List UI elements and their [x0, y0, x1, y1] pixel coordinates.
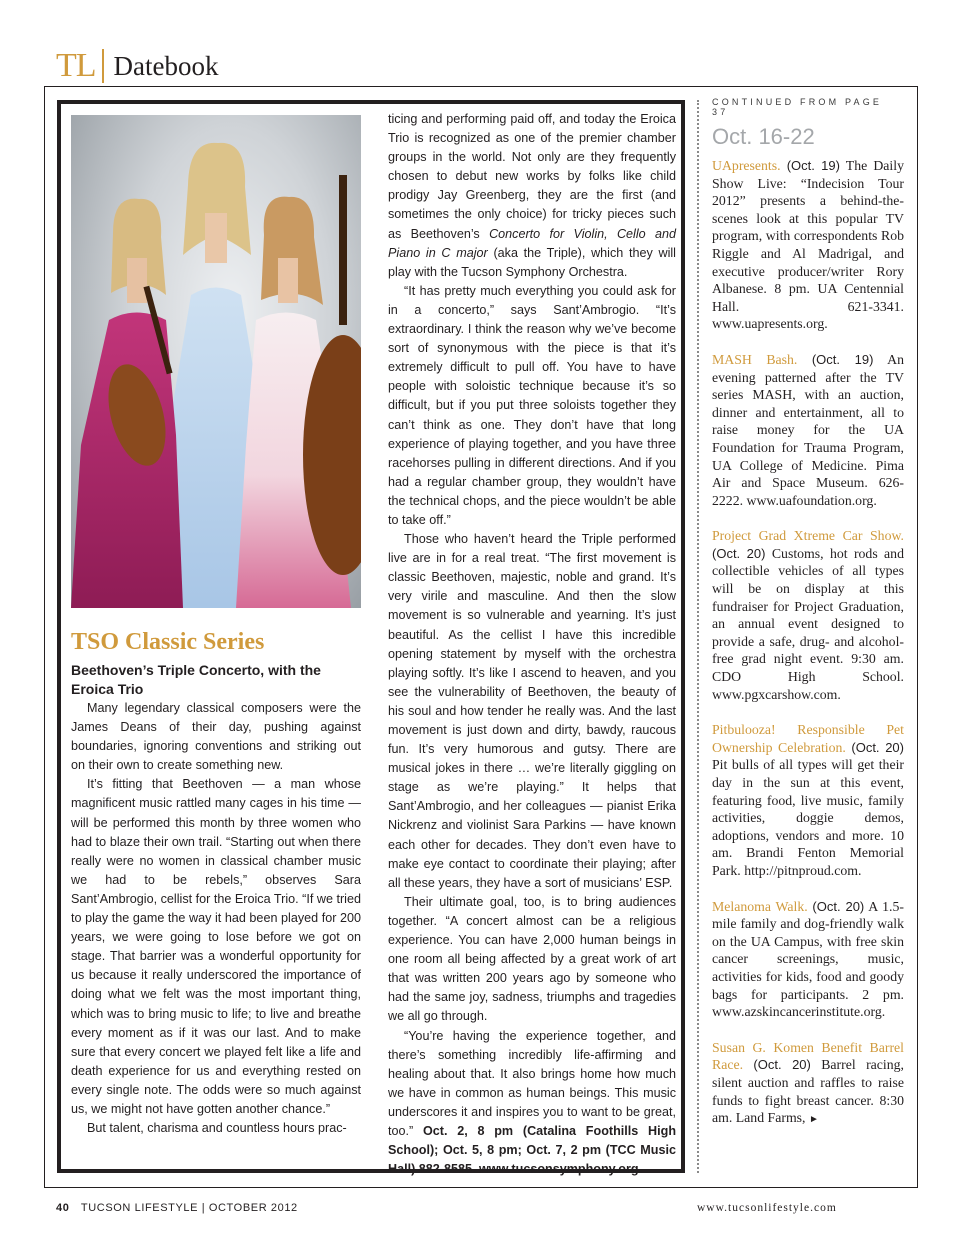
datebook-listings: [712, 97, 904, 1147]
event-details: Oct. 2, 8 pm (Catalina Foothills High School); Oct. 5, 8 pm; Oct. 7, 2 pm (TCC Music Hall) 882-8585. www.tucsonsymphony.org.: [388, 1123, 677, 1177]
footer-website: www.tucsonlifestyle.com: [697, 1202, 837, 1214]
continued-note: CONTINUED FROM PAGE 37: [712, 97, 883, 117]
paragraph: It’s fitting that Beethoven — a man whose magnificent music rattled many cages in his time — will be performed this month by three women who had to blaze their own trail. “Starting out when there really were no women in classical chamber music we had to be rebels,” observes Sara Sant’Ambrogio, cellist for the Eroica Trio. “If we tried to play the game the way it had been played for 200 years, we were going to lose before we got on stage. That barrier was a wonderful opportunity for us because it really underscored the importance of doing what we felt was the most important thing, which was to bring music to life; to live and breathe every moment as if it was our last. And to make sure that every concert we played felt like a life and death experience for us and everything rested on every single note. The odds were so much against us, we might not have gotten another chance.”: [71, 777, 361, 1116]
feature-column-1: [71, 627, 361, 1138]
column-divider: [697, 100, 699, 1173]
event-date: (Oct. 20): [712, 545, 766, 561]
work-title: Concerto for Violin, Cello and Piano in C major: [388, 226, 677, 260]
paragraph: Many legendary classical composers were the James Deans of their day, pushing against boundaries, ignoring conventions and striking out on their own to create something new.: [71, 701, 361, 773]
date-range: Oct. 16-22: [712, 124, 815, 149]
event-description: Pit bulls of all types will get their day in the sun at this event, featuring food, live music, family activities, doggie demos, adoptions, vendors and more. 10 am. Brandi Fenton Memorial Park. http://pitnproud.com.: [712, 757, 904, 878]
event-description: The Daily Show Live: “Indecision Tour 2012” presents a behind-the-scenes look at this popular TV program, with correspondents Rob Riggle and Al Madrigal, and executive producer/writer Rory Albanese. 8 pm. UA Centennial Hall. 621-3341. www.uapresents.org.: [712, 158, 904, 332]
event-name: Pitbulooza! Responsible Pet Ownership Celebration.: [712, 722, 904, 755]
event-name: MASH Bash.: [712, 351, 798, 367]
paragraph-text: (aka the Triple), which they will play with the Tucson Symphony Orchestra.: [388, 245, 676, 279]
page-number: 40: [56, 1202, 70, 1214]
paragraph-text: “You’re having the experience together, and there’s something incredibly life-affirming and healing about that. It also brings home how much we have in common as human beings. This music underscores it and inspires you to want to be great, too.”: [388, 1028, 676, 1138]
paragraph: But talent, charisma and countless hours prac-: [87, 1121, 347, 1136]
event-description: A 1.5-mile family and dog-friendly walk on the UA Campus, with free skin cancer screenings, music, activities for kids, food and goody bags for participants. 2 pm. www.azskincancerinstitute.org.: [712, 898, 904, 1020]
paragraph: Their ultimate goal, too, is to bring audiences together. “A concert almost can be a religious experience. You can have 2,000 human beings in one room all being affected by a great work of art that was written 200 years ago by someone who had the same joy, sadness, triumphs and tragedies we all go through.: [388, 894, 676, 1024]
paragraph: Those who haven’t heard the Triple performed live are in for a real treat. “The first movement is classic Beethoven, majestic, noble and grand. It’s very virile and masculine. And then the slow movement is so vulnerable and yearning. It’s just beautiful. As the cellist I have this incredible opening statement by myself with the orchestra playing softly. It’s like I ascend to heaven, and you see the vulnerability of Beethoven, the beauty of his soul and how tender he really was. And the last movement is just down and dirty, bawdy, raucous fun. It’s very humorous and gutsy. There are musical jokes in there … we’re literally giggling on stage as we’re playing.” It helps that Sant’Ambrogio, and her colleagues — pianist Erika Nickrenz and violinist Sara Parkins — have known each other for decades. They don’t even have to make eye contact to coordinate their playing; after all these years, they have a sort of musicians’ ESP.: [388, 532, 676, 890]
tl-logo: TL: [56, 47, 96, 84]
event-item: [712, 898, 904, 1021]
cello-neck: [339, 175, 347, 325]
paragraph: [388, 1027, 676, 1180]
event-description: An evening patterned after the TV series MASH, with an auction, dinner and entertainment, all to raise money for the UA Foundation for Trauma Program, UA College of Medicine. Pima Air and Space Museum. 626-2222. www.uafoundation.org.: [712, 351, 904, 508]
trio-photo: [71, 115, 361, 608]
events-list: [712, 157, 904, 1129]
event-date: (Oct. 20): [812, 898, 865, 914]
feature-column-2: [388, 110, 676, 1179]
concert-subtitle: Beethoven’s Triple Concerto, with the Eroica Trio: [71, 662, 321, 697]
event-name: Melanoma Walk.: [712, 898, 808, 914]
event-name: Project Grad Xtreme Car Show.: [712, 528, 904, 544]
event-name: Susan G. Komen Benefit Barrel Race.: [712, 1039, 904, 1073]
event-item: [712, 157, 904, 333]
event-date: (Oct. 20): [851, 739, 904, 755]
trio-illustration: [71, 115, 361, 608]
event-item: [712, 527, 904, 703]
event-item: [712, 1039, 904, 1129]
series-title: TSO Classic Series: [71, 629, 265, 655]
paragraph: “It has pretty much everything you could ask for in a concerto,” says Sant’Ambrogio. “It’s extraordinary. I think the reason why we’ve become sort of synonymous with the piece is that it’s extremely difficult to pull off. You have to have people with soloistic technique because it’s so difficult, but if you put three soloists together they can’t think as one. They don’t have that long experience of playing together, and you have three racehorses pulling in different directions. And if you had a regular chamber group, they wouldn’t have the technical chops, and the piece wouldn’t be able to take off.”: [388, 283, 676, 527]
masthead: [56, 46, 219, 86]
event-name: UApresents.: [712, 158, 781, 173]
continued-arrow-icon: ►: [808, 1114, 819, 1126]
event-date: (Oct. 19): [811, 351, 874, 367]
event-description: Customs, hot rods and collectible vehicles of all types will be on display at this fundraiser for Project Graduation, an annual event designed to provide a safe, drug- and alcohol-free grad night event. 9:30 am. CDO High School. www.pgxcarshow.com.: [712, 545, 904, 702]
logo-divider: [102, 49, 104, 83]
event-item: [712, 351, 904, 509]
event-date: (Oct. 19): [786, 158, 840, 173]
paragraph-text: ticing and performing paid off, and today the Eroica Trio is recognized as one of the premier chamber groups in the world. Not only are they frequently chosen to debut new works by folks like child prodigy Jay Greenberg, they are the first (and sometimes the only choice) for tricky pieces such as Beethoven’s: [388, 112, 676, 241]
section-title: Datebook: [113, 50, 219, 81]
publication-line: TUCSON LIFESTYLE | OCTOBER 2012: [80, 1202, 298, 1214]
event-item: [712, 721, 904, 879]
event-description: Barrel racing, silent auction and raffles to raise funds to fight breast cancer. 8:30 am. Land Farms,: [712, 1057, 904, 1126]
paragraph: [388, 110, 676, 282]
event-date: (Oct. 20): [753, 1057, 811, 1073]
footer-folio: [56, 1202, 298, 1214]
